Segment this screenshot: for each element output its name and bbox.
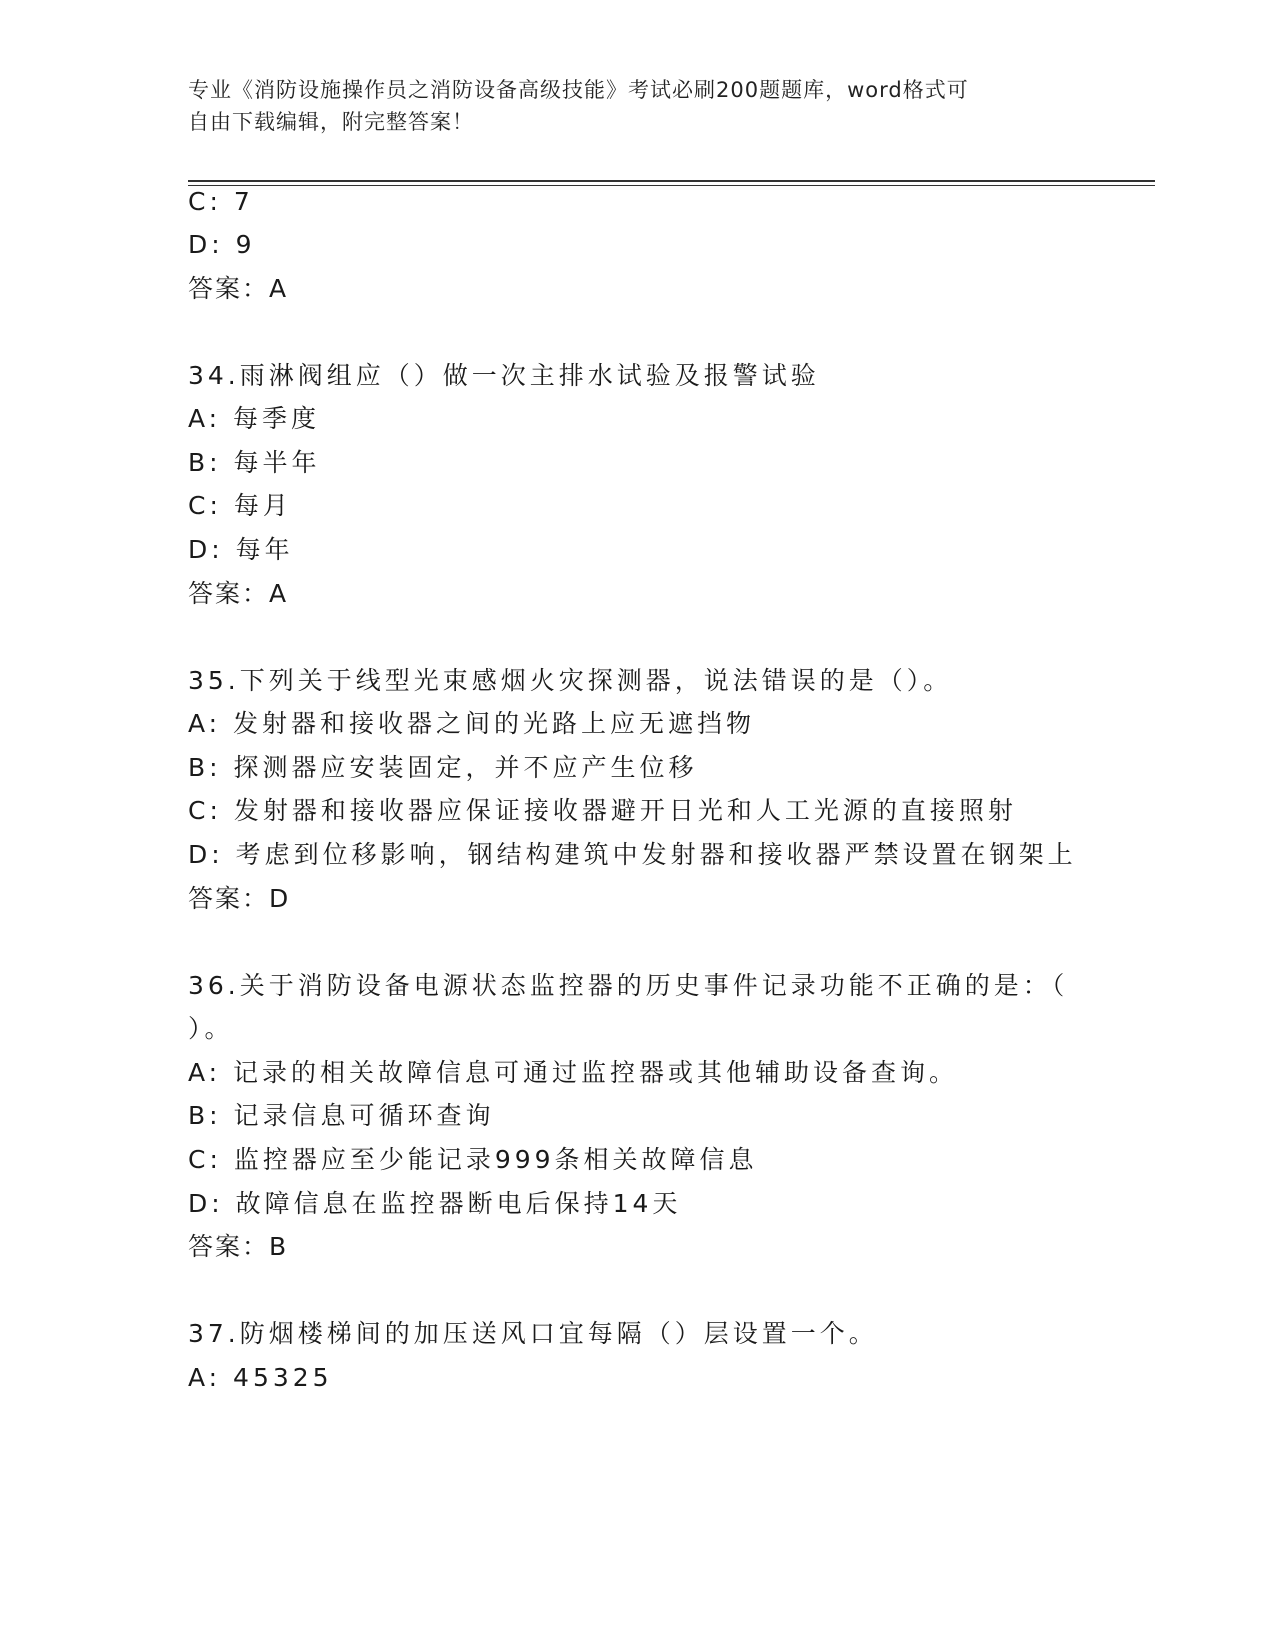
option-c: C: 每月 (188, 491, 292, 520)
answer-line: 答案：B (188, 1232, 289, 1261)
option-d: D: 故障信息在监控器断电后保持14天 (188, 1189, 682, 1218)
option-b: B: 每半年 (188, 448, 321, 477)
document-header (188, 74, 1088, 138)
option-d: D: 9 (188, 230, 256, 259)
header-rule-thick (188, 180, 1155, 182)
question-36-continuation: ）。 (188, 1014, 234, 1043)
option-a: A: 发射器和接收器之间的光路上应无遮挡物 (188, 709, 756, 738)
option-b: B: 探测器应安装固定，并不应产生位移 (188, 753, 698, 782)
option-c: C: 发射器和接收器应保证接收器避开日光和人工光源的直接照射 (188, 796, 1017, 825)
option-a: A: 记录的相关故障信息可通过监控器或其他辅助设备查询。 (188, 1058, 959, 1087)
option-a: A: 45325 (188, 1363, 333, 1392)
option-d: D: 每年 (188, 535, 294, 564)
header-rule-thin (188, 185, 1155, 186)
answer-line: 答案：A (188, 579, 289, 608)
option-c: C: 7 (188, 187, 254, 216)
question-37: 37.防烟楼梯间的加压送风口宜每隔（）层设置一个。 (188, 1319, 878, 1348)
question-36: 36.关于消防设备电源状态监控器的历史事件记录功能不正确的是：（ (188, 971, 1069, 1000)
option-c: C: 监控器应至少能记录999条相关故障信息 (188, 1145, 758, 1174)
answer-line: 答案：D (188, 884, 291, 913)
option-d: D: 考虑到位移影响，钢结构建筑中发射器和接收器严禁设置在钢架上 (188, 840, 1077, 869)
option-a: A: 每季度 (188, 404, 321, 433)
question-34: 34.雨淋阀组应（）做一次主排水试验及报警试验 (188, 361, 820, 390)
answer-line: 答案：A (188, 274, 289, 303)
option-b: B: 记录信息可循环查询 (188, 1101, 495, 1130)
question-35: 35.下列关于线型光束感烟火灾探测器，说法错误的是（）。 (188, 666, 953, 695)
header-line-1: 专业《消防设施操作员之消防设备高级技能》考试必刷200题题库，word格式可 (188, 78, 969, 102)
header-line-2: 自由下载编辑，附完整答案！ (188, 110, 474, 134)
